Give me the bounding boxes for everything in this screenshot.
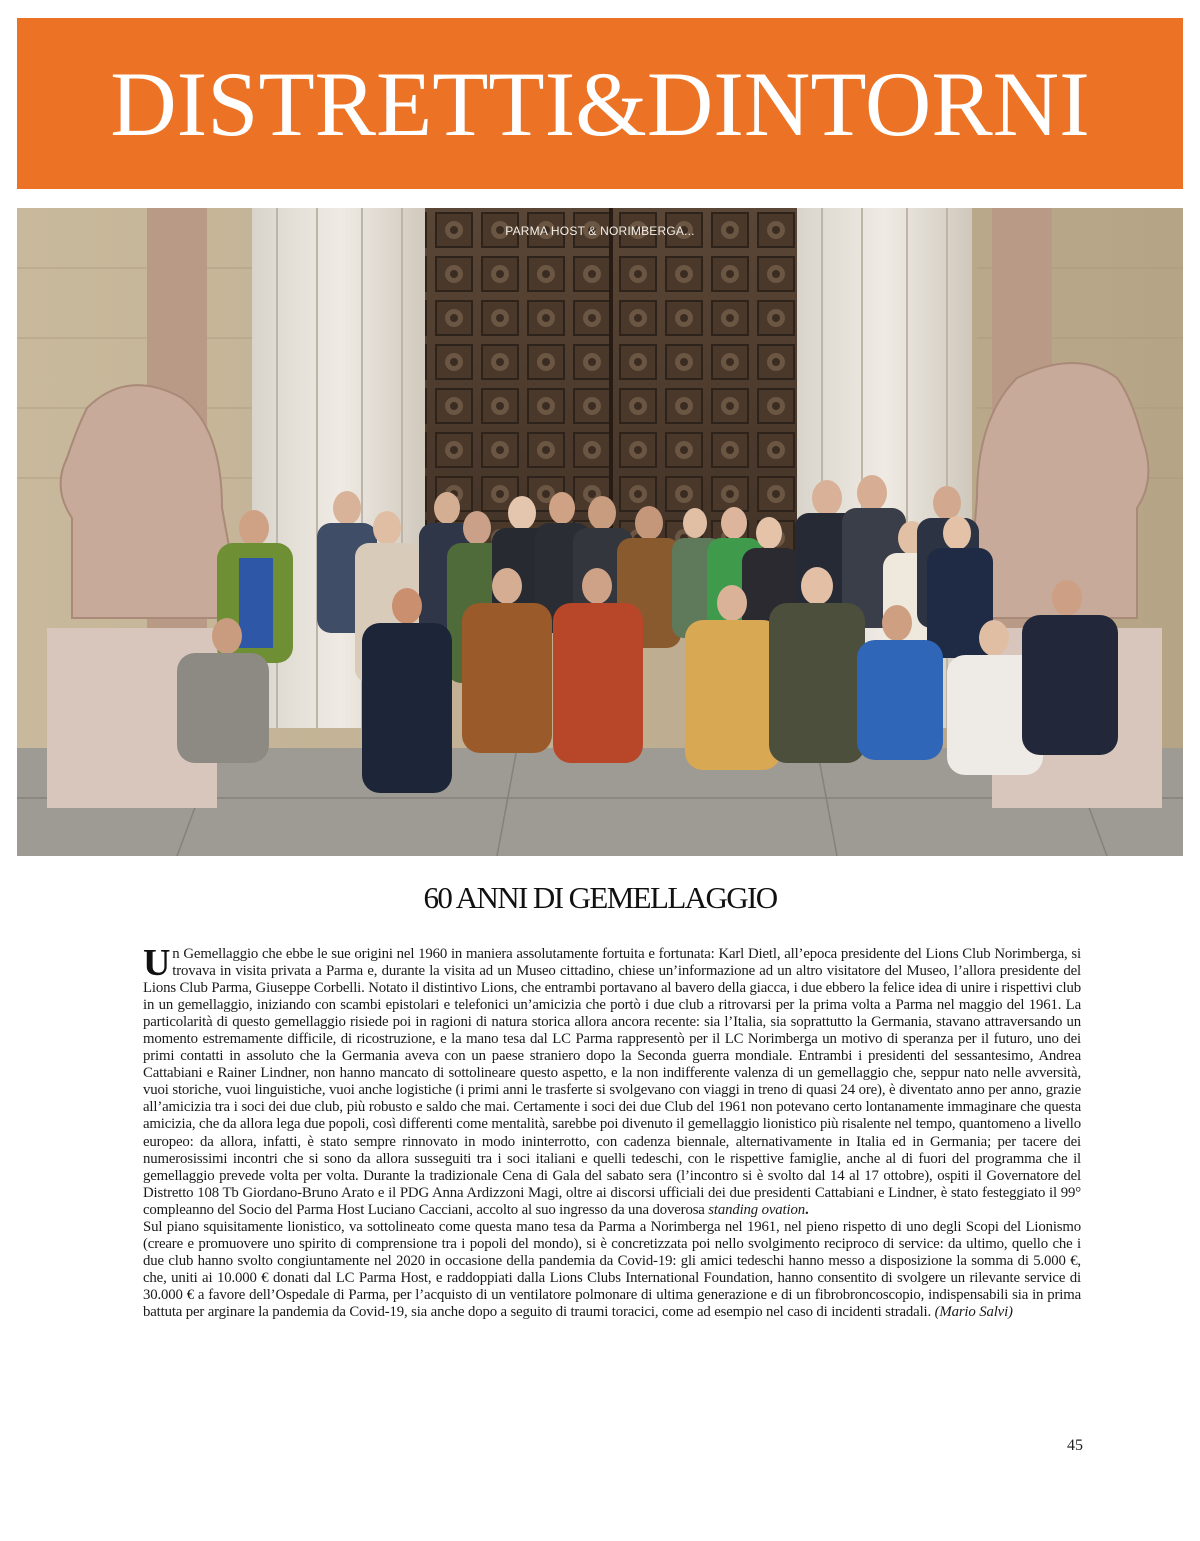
article-paragraph-1 — [143, 942, 1081, 1219]
drop-cap: U — [143, 942, 171, 984]
paragraph-1-end: . — [804, 1201, 809, 1218]
paragraph-2-text: Sul piano squisitamente lionistico, va sottolineato come questa mano tesa da Parma a Norimberga nel 1961, nel pieno rispetto di uno degli Scopi del Lionismo (creare e promuovere uno spirito di comprensione tra i popoli del mondo), si è concretizzata poi nello svolgimento reciproco di service: da ultimo, quello che i due club hanno svolto congiuntamente nel 2020 in occasione della pandemia da Covid-19: gli amici tedeschi hanno messo a disposizione la somma di 5.000 €, che, uniti ai 10.000 € donati dal LC Parma Host, e raddoppiati dalla Lions Clubs International Foundation, hanno consentito di svolgere un rilevante service di 30.000 € a favore dell’Ospedale di Parma, per l’acquisto di un ventilatore polmonare di ultima generazione e di un fibrobroncoscopio, indispensabili sia in prima battuta per arginare la pandemia da Covid-19, sia anche dopo a seguito di traumi toracici, come ad esempio nel caso di incidenti stradali. — [143, 1218, 1081, 1320]
paragraph-1-text: n Gemellaggio che ebbe le sue origini nel 1960 in maniera assolutamente fortuita e fortunata: Karl Dietl, all’epoca presidente del Lions Club Norimberga, si trovava in visita privata a Parma e, durante la visita ad un Museo cittadino, chiese un’informazione ad un altro visitatore del Museo, l’allora presidente del Lions Club Parma, Giuseppe Corbelli. Notato il distintivo Lions, che entrambi portavano al bavero della giacca, i due ebbero la felice idea di unire i rispettivi club in un gemellaggio, iniziando con scambi epistolari e telefonici un’amicizia che portò i due club a ritrovarsi per la prima volta a Parma nel maggio del 1961. La particolarità di questo gemellaggio risiede poi in ragioni di natura storica allora ancora recente: sia l’Italia, sia soprattutto la Germania, stavano attraversando un momento estremamente difficile, di ricostruzione, e la mano tesa dal LC Parma rappresentò per il LC Norimberga un motivo di speranza per il futuro, uno dei primi contatti in assoluto che la Germania aveva con un paese straniero dopo la Seconda guerra mondiale. Entrambi i presidenti del sessantesimo, Andrea Cattabiani e Rainer Lindner, non hanno mancato di sottolineare questo aspetto, e la non indifferente valenza di un gemellaggio che, seppur nato nelle avversità, vuoi storiche, vuoi linguistiche, vuoi anche logistiche (i primi anni le trasferte si svolgevano con viaggi in treno di quasi 24 ore), è diventato anno per anno, grazie all’amicizia tra i soci dei due club, più robusto e saldo che mai. Certamente i soci dei due Club del 1961 non potevano certo lontanamente immaginare che questa amicizia, che da allora lega due popoli, così differenti come mentalità, sarebbe poi divenuto il gemellaggio lionistico più risalente nel tempo, quantomeno a livello europeo: da allora, infatti, è stato sempre rinnovato in modo ininterrotto, con cadenza biennale, alternativamente in Italia ed in Germania; per tacere dei numerosissimi incontri che si sono da allora susseguiti tra i soci italiani e quelli tedeschi, con le rispettive famiglie, anche al di fuori del programma che il gemellaggio prevede volta per volta. Durante la tradizionale Cena di Gala del sabato sera (l’incontro si è svolto dal 14 al 17 ottobre), ospiti il Governatore del Distretto 108 Tb Giordano-Bruno Arato e il PDG Anna Ardizzoni Magi, oltre ai discorsi ufficiali dei due presidenti Cattabiani e Lindner, è stato festeggiato il 99° compleanno del Socio del Parma Host Luciano Cacciani, accolto al suo ingresso da una doverosa — [143, 946, 1081, 1218]
group-photo-illustration — [17, 208, 1183, 856]
group-photo — [17, 208, 1183, 856]
paragraph-1-italic: standing ovation — [708, 1201, 805, 1218]
page-number: 45 — [1067, 1437, 1083, 1454]
section-title: DISTRETTI&DINTORNI — [110, 52, 1090, 155]
article-author: (Mario Salvi) — [934, 1303, 1013, 1320]
photo-caption: PARMA HOST & NORIMBERGA... — [505, 224, 695, 238]
article-body — [143, 942, 1081, 1321]
article-title: 60 ANNI DI GEMELLAGGIO — [423, 880, 777, 915]
article-paragraph-2 — [143, 1219, 1081, 1321]
section-banner — [17, 18, 1183, 189]
